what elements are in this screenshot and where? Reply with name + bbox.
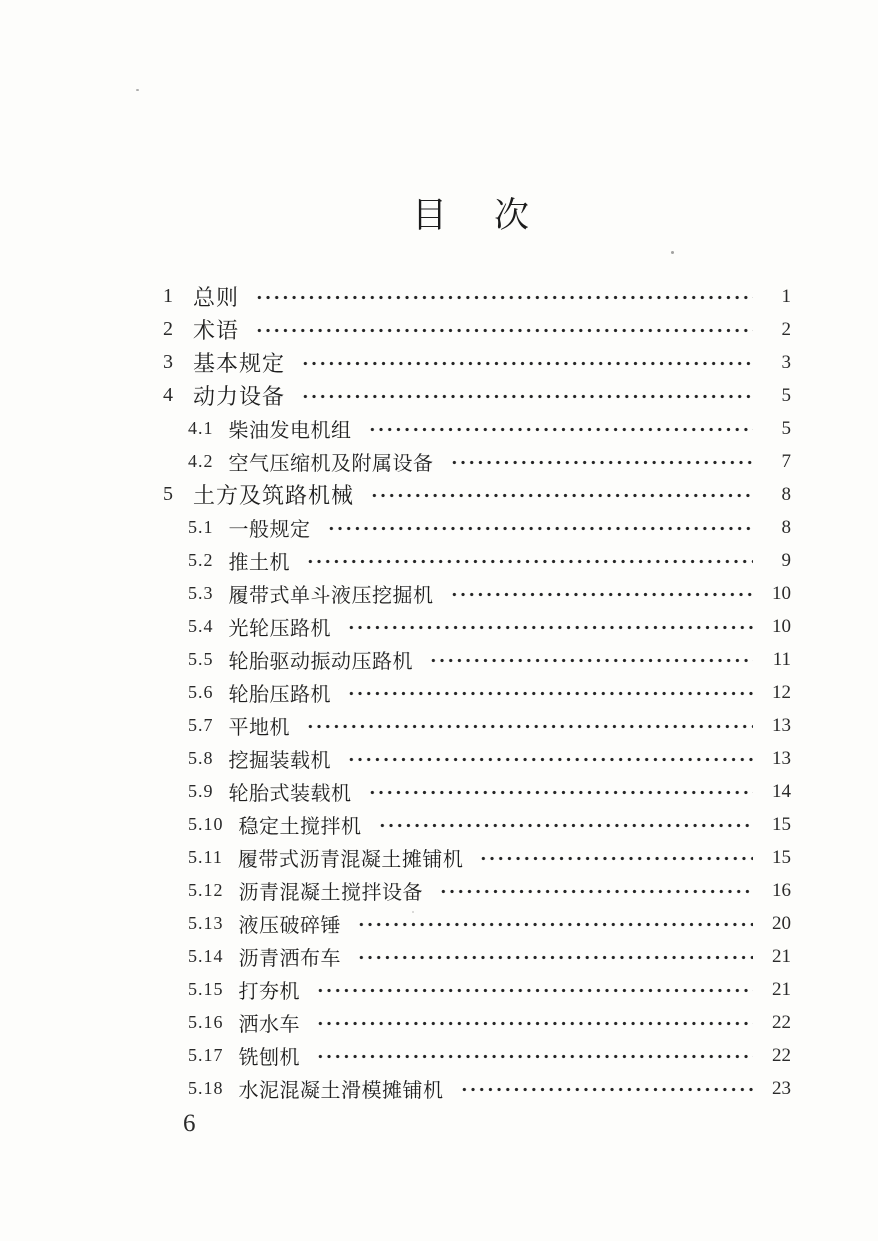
toc-entry bbox=[163, 841, 791, 874]
toc-entry-page: 7 bbox=[781, 450, 791, 472]
dot-leader bbox=[450, 592, 754, 597]
dot-leader bbox=[347, 691, 753, 696]
dot-leader bbox=[429, 658, 753, 663]
toc-entry-number: 5.2 bbox=[188, 550, 214, 570]
toc-entry-number: 4.1 bbox=[188, 418, 214, 438]
toc-entry-page: 11 bbox=[772, 648, 791, 670]
toc-entry-number: 5.5 bbox=[188, 649, 214, 669]
toc-entry-label: 平地机 bbox=[228, 717, 290, 739]
toc-entry-label: 动力设备 bbox=[193, 384, 286, 409]
dot-leader bbox=[368, 790, 754, 795]
dot-leader bbox=[306, 724, 753, 729]
toc-entry-label: 水泥混凝土滑模摊铺机 bbox=[238, 1080, 444, 1102]
toc-entry-page: 22 bbox=[772, 1044, 791, 1066]
toc-entry-number: 5.15 bbox=[188, 979, 224, 999]
toc-entry-page: 9 bbox=[781, 549, 791, 571]
toc-entry bbox=[163, 1039, 791, 1072]
toc-entry-page: 2 bbox=[781, 318, 791, 340]
dot-leader bbox=[357, 955, 753, 960]
toc-entry bbox=[163, 742, 791, 775]
toc-list bbox=[163, 280, 791, 1105]
toc-entry bbox=[163, 610, 791, 643]
toc-entry-label: 挖掘装载机 bbox=[228, 750, 331, 772]
toc-entry bbox=[163, 511, 791, 544]
toc-entry bbox=[163, 940, 791, 973]
toc-entry-number: 5.18 bbox=[188, 1078, 224, 1098]
dot-leader bbox=[479, 856, 753, 861]
toc-entry-number: 5.14 bbox=[188, 946, 224, 966]
toc-entry bbox=[163, 907, 791, 940]
page-title: 目 次 bbox=[412, 196, 536, 235]
toc-entry bbox=[163, 346, 791, 379]
scan-speck bbox=[136, 89, 139, 91]
toc-entry bbox=[163, 676, 791, 709]
toc-entry-label: 沥青洒布车 bbox=[238, 948, 341, 970]
toc-entry-page: 23 bbox=[772, 1077, 791, 1099]
dot-leader bbox=[347, 625, 753, 630]
toc-entry-page: 10 bbox=[772, 582, 791, 604]
toc-entry bbox=[163, 412, 791, 445]
dot-leader bbox=[255, 295, 753, 300]
toc-entry-label: 总则 bbox=[193, 285, 240, 310]
toc-entry-number: 5.13 bbox=[188, 913, 224, 933]
toc-entry-page: 8 bbox=[781, 483, 791, 505]
dot-leader bbox=[378, 823, 754, 828]
toc-entry-page: 3 bbox=[781, 351, 791, 373]
toc-entry bbox=[163, 577, 791, 610]
toc-entry bbox=[163, 874, 791, 907]
toc-entry-label: 术语 bbox=[193, 318, 240, 343]
toc-entry-number: 4.2 bbox=[188, 451, 214, 471]
toc-entry-number: 5.12 bbox=[188, 880, 224, 900]
toc-entry-label: 推土机 bbox=[228, 552, 290, 574]
toc-entry-label: 洒水车 bbox=[238, 1014, 300, 1036]
toc-entry-page: 13 bbox=[772, 714, 791, 736]
toc-entry-number: 5.7 bbox=[188, 715, 214, 735]
toc-entry-number: 5.17 bbox=[188, 1045, 224, 1065]
toc-entry-label: 轮胎驱动振动压路机 bbox=[228, 651, 413, 673]
toc-entry-number: 3 bbox=[163, 351, 174, 373]
toc-entry-number: 5.8 bbox=[188, 748, 214, 768]
toc-entry-number: 4 bbox=[163, 384, 174, 406]
dot-leader bbox=[327, 526, 754, 531]
dot-leader bbox=[368, 427, 754, 432]
dot-leader bbox=[460, 1087, 754, 1092]
toc-entry bbox=[163, 1006, 791, 1039]
dot-leader bbox=[357, 922, 753, 927]
dot-leader bbox=[306, 559, 753, 564]
toc-entry-label: 一般规定 bbox=[228, 519, 311, 541]
dot-leader bbox=[316, 1021, 753, 1026]
toc-entry-page: 22 bbox=[772, 1011, 791, 1033]
toc-entry-number: 5.9 bbox=[188, 781, 214, 801]
toc-entry-number: 5.10 bbox=[188, 814, 224, 834]
toc-entry-label: 履带式单斗液压挖掘机 bbox=[228, 585, 434, 607]
toc-entry bbox=[163, 808, 791, 841]
dot-leader bbox=[439, 889, 753, 894]
dot-leader bbox=[347, 757, 753, 762]
toc-entry-label: 沥青混凝土搅拌设备 bbox=[238, 882, 423, 904]
toc-entry-page: 5 bbox=[781, 384, 791, 406]
toc-entry bbox=[163, 544, 791, 577]
toc-entry-page: 8 bbox=[781, 516, 791, 538]
toc-entry-number: 1 bbox=[163, 285, 174, 307]
toc-entry bbox=[163, 1072, 791, 1105]
toc-entry-label: 打夯机 bbox=[238, 981, 300, 1003]
toc-entry bbox=[163, 643, 791, 676]
toc-entry bbox=[163, 445, 791, 478]
toc-entry-label: 光轮压路机 bbox=[228, 618, 331, 640]
dot-leader bbox=[301, 394, 753, 399]
toc-entry-number: 5 bbox=[163, 483, 174, 505]
toc-entry-label: 稳定土搅拌机 bbox=[238, 816, 362, 838]
toc-entry-page: 5 bbox=[781, 417, 791, 439]
toc-entry-label: 土方及筑路机械 bbox=[193, 483, 355, 508]
toc-entry-label: 轮胎式装载机 bbox=[228, 783, 352, 805]
dot-leader bbox=[370, 493, 753, 498]
toc-entry-page: 1 bbox=[781, 285, 791, 307]
toc-entry bbox=[163, 973, 791, 1006]
toc-entry-page: 15 bbox=[772, 813, 791, 835]
toc-entry-label: 基本规定 bbox=[193, 351, 286, 376]
toc-entry-page: 13 bbox=[772, 747, 791, 769]
toc-entry-number: 5.6 bbox=[188, 682, 214, 702]
toc-entry-number: 5.11 bbox=[188, 847, 223, 867]
toc-entry bbox=[163, 379, 791, 412]
toc-entry-number: 5.1 bbox=[188, 517, 214, 537]
toc-entry-label: 履带式沥青混凝土摊铺机 bbox=[237, 849, 464, 871]
toc-entry-label: 柴油发电机组 bbox=[228, 420, 352, 442]
toc-entry-page: 21 bbox=[772, 978, 791, 1000]
toc-entry bbox=[163, 313, 791, 346]
dot-leader bbox=[450, 460, 754, 465]
toc-entry-number: 5.4 bbox=[188, 616, 214, 636]
footer-page-number: 6 bbox=[183, 1110, 196, 1137]
toc-entry-page: 15 bbox=[772, 846, 791, 868]
toc-entry-page: 20 bbox=[772, 912, 791, 934]
toc-entry bbox=[163, 478, 791, 511]
toc-entry-page: 12 bbox=[772, 681, 791, 703]
toc-entry-number: 5.3 bbox=[188, 583, 214, 603]
toc-entry-page: 21 bbox=[772, 945, 791, 967]
dot-leader bbox=[301, 361, 753, 366]
dot-leader bbox=[316, 988, 753, 993]
toc-entry-label: 空气压缩机及附属设备 bbox=[228, 453, 434, 475]
toc-entry-label: 铣刨机 bbox=[238, 1047, 300, 1069]
toc-entry-number: 5.16 bbox=[188, 1012, 224, 1032]
toc-entry-page: 16 bbox=[772, 879, 791, 901]
toc-entry-number: 2 bbox=[163, 318, 174, 340]
toc-entry bbox=[163, 280, 791, 313]
toc-entry-page: 14 bbox=[772, 780, 791, 802]
toc-entry-page: 10 bbox=[772, 615, 791, 637]
toc-entry bbox=[163, 775, 791, 808]
scan-speck bbox=[671, 251, 674, 254]
toc-entry bbox=[163, 709, 791, 742]
dot-leader bbox=[255, 328, 753, 333]
dot-leader bbox=[316, 1054, 753, 1059]
toc-entry-label: 轮胎压路机 bbox=[228, 684, 331, 706]
toc-entry-label: 液压破碎锤 bbox=[238, 915, 341, 937]
